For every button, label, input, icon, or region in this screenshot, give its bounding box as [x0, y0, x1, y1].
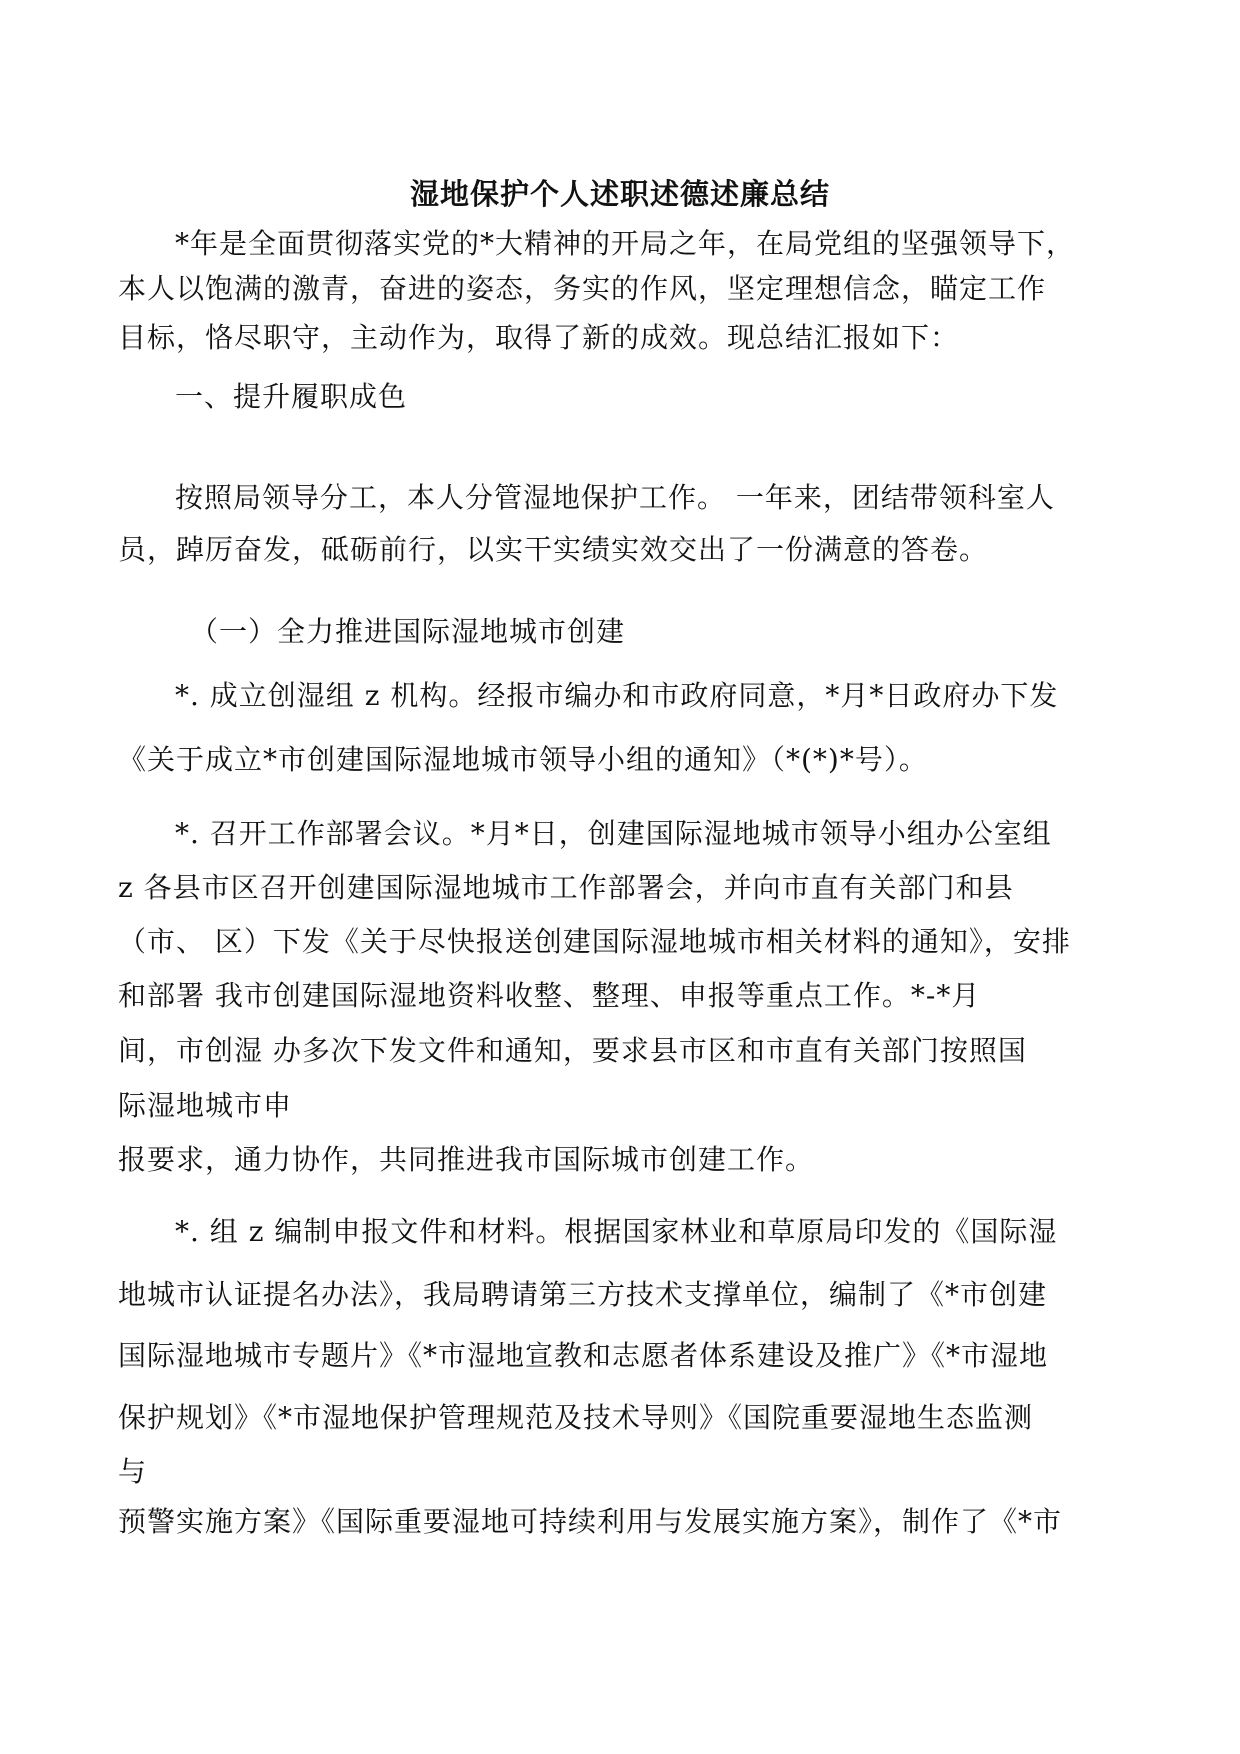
- paragraph-line: 本人以饱满的激青，奋进的姿态，务实的作风，坚定理想信念，瞄定工作: [118, 272, 1047, 305]
- paragraph-line: 预警实施方案》《国际重要湿地可持续利用与发展实施方案》，制作了《*市: [118, 1505, 1063, 1538]
- paragraph-line: 《关于成立*市创建国际湿地城市领导小组的通知》（*(*)*号）。: [118, 743, 928, 776]
- paragraph-line: *. 组 z 编制申报文件和材料。根据国家林业和草原局印发的《国际湿: [175, 1215, 1058, 1248]
- paragraph-line: *年是全面贯彻落实党的*大精神的开局之年，在局党组的坚强领导下，: [175, 227, 1076, 260]
- paragraph-line: *. 成立创湿组 z 机构。经报市编办和市政府同意，*月*日政府办下发: [175, 679, 1059, 712]
- paragraph-line: 员，踔厉奋发，砥砺前行，以实干实绩实效交出了一份满意的答卷。: [118, 533, 989, 566]
- document-title: 湿地保护个人述职述德述廉总结: [409, 177, 830, 211]
- paragraph-line: 保护规划》《*市湿地保护管理规范及技术导则》《国院重要湿地生态监测: [118, 1401, 1034, 1434]
- paragraph-line: 间，市创湿 办多次下发文件和通知，要求县市区和市直有关部门按照国: [118, 1034, 1027, 1067]
- paragraph-line: 按照局领导分工，本人分管湿地保护工作。 一年来，团结带领科室人: [175, 481, 1055, 514]
- paragraph-line: z 各县市区召开创建国际湿地城市工作部署会，并向市直有关部门和县: [118, 871, 1014, 904]
- paragraph-line: 地城市认证提名办法》，我局聘请第三方技术支撑单位，编制了《*市创建: [118, 1278, 1048, 1311]
- paragraph-line: 际湿地城市申: [118, 1089, 293, 1122]
- paragraph-line: 与: [118, 1455, 148, 1488]
- subsection-heading: （一）全力推进国际湿地城市创建: [190, 615, 626, 648]
- paragraph-line: *. 召开工作部署会议。*月*日，创建国际湿地城市领导小组办公室组: [175, 817, 1052, 850]
- section-heading: 一、提升履职成色: [175, 380, 408, 413]
- paragraph-line: 国际湿地城市专题片》《*市湿地宣教和志愿者体系建设及推广》《*市湿地: [118, 1339, 1049, 1372]
- paragraph-line: 和部署 我市创建国际湿地资料收整、整理、申报等重点工作。*-*月: [118, 979, 981, 1012]
- paragraph-line: （市、 区）下发《关于尽快报送创建国际湿地城市相关材料的通知》，安排: [118, 925, 1071, 958]
- paragraph-line: 目标，恪尽职守，主动作为，取得了新的成效。现总结汇报如下：: [118, 321, 960, 354]
- paragraph-line: 报要求，通力协作，共同推进我市国际城市创建工作。: [118, 1143, 815, 1176]
